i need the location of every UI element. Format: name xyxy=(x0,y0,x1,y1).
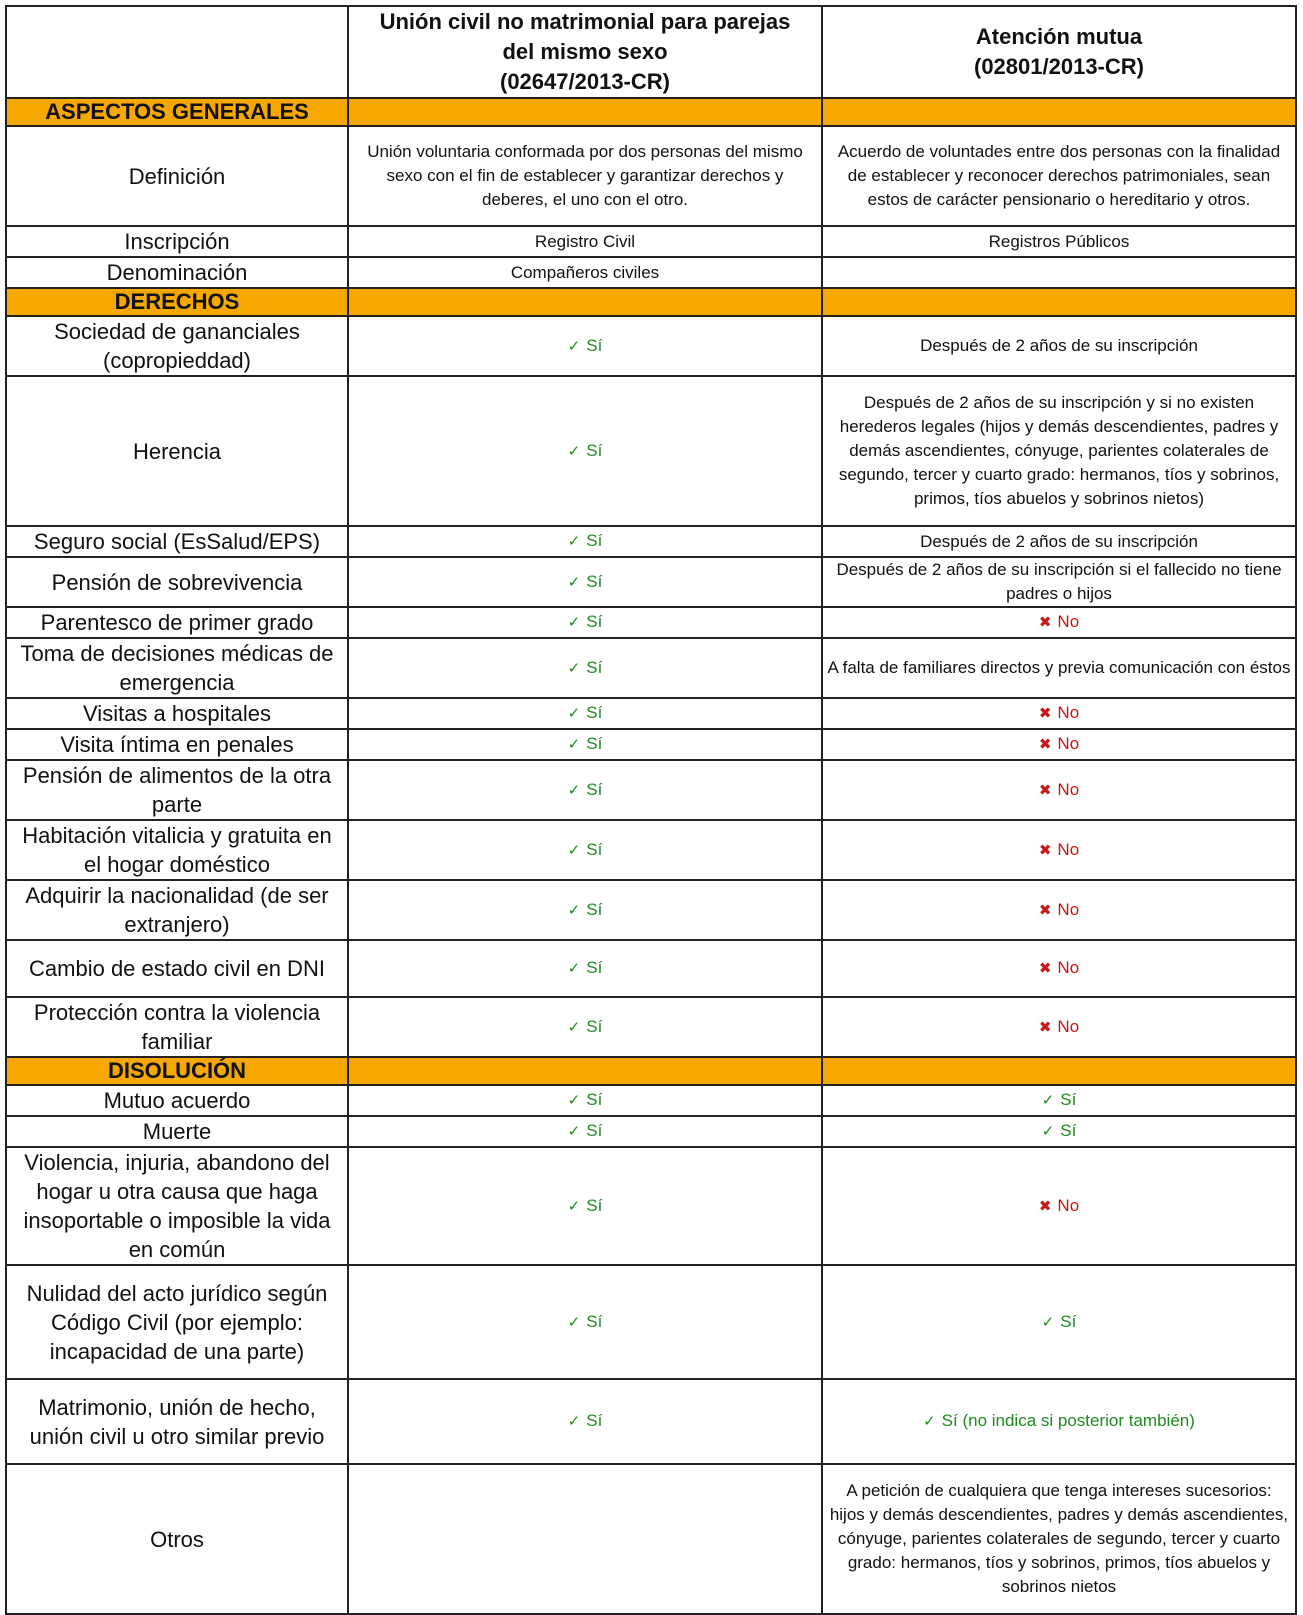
union-civil-cell xyxy=(348,820,822,880)
atencion-mutua-cell xyxy=(822,1085,1296,1116)
yes-value: Sí xyxy=(586,703,603,722)
yes-value: Sí xyxy=(586,1090,603,1109)
yes-value: Sí xyxy=(586,335,603,355)
union-civil-cell xyxy=(348,1464,822,1614)
atencion-mutua-cell xyxy=(822,1464,1296,1614)
check-icon: ✓ xyxy=(567,1313,581,1331)
yes-value: Sí xyxy=(1060,1311,1077,1331)
row-label: Seguro social (EsSalud/EPS) xyxy=(6,526,348,557)
atencion-mutua-cell xyxy=(822,1379,1296,1464)
union-civil-cell xyxy=(348,760,822,820)
atencion-mutua-cell xyxy=(822,607,1296,638)
atencion-mutua-cell xyxy=(822,729,1296,760)
check-icon: ✓ xyxy=(567,781,581,799)
atencion-mutua-cell xyxy=(822,940,1296,997)
union-civil-cell xyxy=(348,1379,822,1464)
union-civil-cell xyxy=(348,729,822,760)
union-civil-cell xyxy=(348,880,822,940)
section-fill-cell xyxy=(822,288,1296,316)
no-value: No xyxy=(1057,703,1080,722)
row-label: Adquirir la nacionalidad (de ser extranjero) xyxy=(6,880,348,940)
check-icon: ✓ xyxy=(567,705,581,722)
check-icon: ✓ xyxy=(1041,1092,1055,1109)
cross-icon: ✖ xyxy=(1038,1018,1052,1036)
cell-text: A petición de cualquiera que tenga intereses sucesorios: hijos y demás descendientes, padres y demás ascendientes, cónyuge, parientes colaterales de segundo, tercer y cuarto grado: hermanos, tíos y sobrinos, primos, tíos abuelos y sobrinos nietos xyxy=(829,1481,1289,1596)
cross-icon: ✖ xyxy=(1038,781,1052,799)
cross-icon: ✖ xyxy=(1038,901,1052,919)
section-fill-cell xyxy=(348,1057,822,1085)
yes-value: Sí xyxy=(1060,1090,1077,1109)
union-civil-cell xyxy=(348,638,822,698)
yes-value: Sí xyxy=(586,531,603,550)
row-label: Denominación xyxy=(6,257,348,288)
check-icon: ✓ xyxy=(567,1018,581,1036)
union-civil-cell xyxy=(348,940,822,997)
table-row xyxy=(6,1464,1296,1614)
table-row xyxy=(6,638,1296,698)
row-label: Cambio de estado civil en DNI xyxy=(6,940,348,997)
yes-value: Sí xyxy=(586,734,603,753)
row-label: Violencia, injuria, abandono del hogar u otra causa que haga insoportable o imposible la vida en común xyxy=(6,1147,348,1265)
union-civil-cell xyxy=(348,1147,822,1265)
table-row xyxy=(6,557,1296,607)
cross-icon: ✖ xyxy=(1038,614,1052,631)
row-label: Matrimonio, unión de hecho, unión civil u otro similar previo xyxy=(6,1379,348,1464)
check-icon: ✓ xyxy=(567,573,581,591)
table-row xyxy=(6,760,1296,820)
cell-text: Después de 2 años de su inscripción xyxy=(920,531,1198,551)
table-row xyxy=(6,376,1296,526)
table-row xyxy=(6,607,1296,638)
section-fill-cell xyxy=(348,98,822,126)
row-label: Pensión de alimentos de la otra parte xyxy=(6,760,348,820)
union-civil-cell xyxy=(348,698,822,729)
no-value: No xyxy=(1057,958,1080,977)
yes-value: Sí xyxy=(586,958,603,977)
row-label: Visitas a hospitales xyxy=(6,698,348,729)
yes-value: Sí xyxy=(586,1121,603,1140)
row-label: Herencia xyxy=(6,376,348,526)
table-row xyxy=(6,126,1296,226)
union-civil-cell xyxy=(348,376,822,526)
atencion-mutua-cell xyxy=(822,698,1296,729)
atencion-mutua-cell xyxy=(822,257,1296,288)
table-row xyxy=(6,1379,1296,1464)
section-title: ASPECTOS GENERALES xyxy=(6,98,348,126)
table-row xyxy=(6,316,1296,376)
table-row xyxy=(6,880,1296,940)
cross-icon: ✖ xyxy=(1038,960,1052,977)
section-fill-cell xyxy=(822,98,1296,126)
table-row xyxy=(6,820,1296,880)
no-value: No xyxy=(1057,899,1080,919)
section-row xyxy=(6,1057,1296,1085)
atencion-mutua-cell xyxy=(822,997,1296,1057)
table-row xyxy=(6,997,1296,1057)
table-row xyxy=(6,1265,1296,1379)
header-union-civil-line2: del mismo sexo xyxy=(502,39,668,64)
cell-text: Registro Civil xyxy=(534,231,636,251)
header-atencion-mutua-line1: Atención mutua xyxy=(975,24,1143,49)
atencion-mutua-cell xyxy=(822,1265,1296,1379)
cross-icon: ✖ xyxy=(1038,841,1052,859)
table-row xyxy=(6,1085,1296,1116)
yes-value: Sí xyxy=(586,899,603,919)
row-label: Sociedad de gananciales (copropieddad) xyxy=(6,316,348,376)
union-civil-cell xyxy=(348,1265,822,1379)
check-icon: ✓ xyxy=(567,659,581,677)
no-value: No xyxy=(1057,612,1080,631)
table-row xyxy=(6,940,1296,997)
section-title: DISOLUCIÓN xyxy=(6,1057,348,1085)
check-icon: ✓ xyxy=(1041,1123,1055,1140)
no-value: No xyxy=(1057,734,1080,753)
no-value: No xyxy=(1057,1016,1080,1036)
cell-text: Acuerdo de voluntades entre dos personas con la finalidad de establecer y reconocer derechos patrimoniales, sean estos de carácter pensionario o hereditario y otros. xyxy=(837,142,1281,209)
yes-value: Sí xyxy=(586,612,603,631)
no-value: No xyxy=(1057,839,1080,859)
cell-text: Registros Públicos xyxy=(988,231,1130,251)
section-fill-cell xyxy=(822,1057,1296,1085)
header-atencion-mutua xyxy=(822,6,1296,98)
union-civil-cell xyxy=(348,607,822,638)
row-label: Parentesco de primer grado xyxy=(6,607,348,638)
atencion-mutua-cell xyxy=(822,226,1296,257)
yes-value: Sí (no indica si posterior también) xyxy=(941,1411,1195,1430)
yes-value: Sí xyxy=(1060,1121,1077,1140)
cross-icon: ✖ xyxy=(1038,1197,1052,1215)
union-civil-cell xyxy=(348,126,822,226)
row-label: Visita íntima en penales xyxy=(6,729,348,760)
table-row xyxy=(6,226,1296,257)
row-label: Toma de decisiones médicas de emergencia xyxy=(6,638,348,698)
yes-value: Sí xyxy=(586,1311,603,1331)
yes-value: Sí xyxy=(586,1195,603,1215)
check-icon: ✓ xyxy=(567,442,581,460)
row-label: Nulidad del acto jurídico según Código Civil (por ejemplo: incapacidad de una parte) xyxy=(6,1265,348,1379)
table-row xyxy=(6,257,1296,288)
table-row xyxy=(6,1116,1296,1147)
header-empty-cell xyxy=(6,6,348,98)
comparison-table xyxy=(5,5,1297,1615)
atencion-mutua-cell xyxy=(822,316,1296,376)
union-civil-cell xyxy=(348,226,822,257)
header-row xyxy=(6,6,1296,98)
atencion-mutua-cell xyxy=(822,557,1296,607)
atencion-mutua-cell xyxy=(822,1147,1296,1265)
check-icon: ✓ xyxy=(1041,1313,1055,1331)
yes-value: Sí xyxy=(586,1016,603,1036)
row-label: Habitación vitalicia y gratuita en el hogar doméstico xyxy=(6,820,348,880)
check-icon: ✓ xyxy=(567,1413,581,1430)
atencion-mutua-cell xyxy=(822,376,1296,526)
cell-text: Después de 2 años de su inscripción xyxy=(920,336,1198,355)
atencion-mutua-cell xyxy=(822,1116,1296,1147)
union-civil-cell xyxy=(348,997,822,1057)
yes-value: Sí xyxy=(586,440,603,460)
check-icon: ✓ xyxy=(567,337,581,355)
yes-value: Sí xyxy=(586,1411,603,1430)
atencion-mutua-cell xyxy=(822,760,1296,820)
yes-value: Sí xyxy=(586,657,603,677)
atencion-mutua-cell xyxy=(822,526,1296,557)
check-icon: ✓ xyxy=(567,1123,581,1140)
yes-value: Sí xyxy=(586,779,603,799)
row-label: Protección contra la violencia familiar xyxy=(6,997,348,1057)
atencion-mutua-cell xyxy=(822,880,1296,940)
atencion-mutua-cell xyxy=(822,820,1296,880)
header-union-civil-line3: (02647/2013-CR) xyxy=(500,69,670,94)
union-civil-cell xyxy=(348,1085,822,1116)
cell-text: Unión voluntaria conformada por dos personas del mismo sexo con el fin de establecer y garantizar derechos y deberes, el uno con el otro. xyxy=(367,142,803,209)
union-civil-cell xyxy=(348,316,822,376)
section-title: DERECHOS xyxy=(6,288,348,316)
check-icon: ✓ xyxy=(567,533,581,550)
check-icon: ✓ xyxy=(923,1413,936,1430)
cell-text: Después de 2 años de su inscripción y si no existen herederos legales (hijos y demás descendientes, padres y demás ascendientes, cónyuge, parientes colaterales de segundo, tercer y cuarto grado: hermanos, tíos y sobrinos, primos, tíos abuelos y sobrinos nietos) xyxy=(838,393,1280,508)
check-icon: ✓ xyxy=(567,614,581,631)
cell-text: Después de 2 años de su inscripción si el fallecido no tiene padres o hijos xyxy=(836,560,1282,603)
row-label: Pensión de sobrevivencia xyxy=(6,557,348,607)
row-label: Otros xyxy=(6,1464,348,1614)
row-label: Definición xyxy=(6,126,348,226)
cell-text: A falta de familiares directos y previa comunicación con éstos xyxy=(827,658,1291,677)
union-civil-cell xyxy=(348,257,822,288)
yes-value: Sí xyxy=(586,839,603,859)
check-icon: ✓ xyxy=(567,901,581,919)
header-atencion-mutua-line2: (02801/2013-CR) xyxy=(974,54,1144,79)
union-civil-cell xyxy=(348,557,822,607)
section-fill-cell xyxy=(348,288,822,316)
check-icon: ✓ xyxy=(567,841,581,859)
check-icon: ✓ xyxy=(567,960,581,977)
table-row xyxy=(6,1147,1296,1265)
no-value: No xyxy=(1057,1195,1080,1215)
cell-text: Compañeros civiles xyxy=(510,262,660,282)
row-label: Inscripción xyxy=(6,226,348,257)
union-civil-cell xyxy=(348,1116,822,1147)
atencion-mutua-cell xyxy=(822,126,1296,226)
table-body xyxy=(6,6,1296,1614)
cross-icon: ✖ xyxy=(1038,705,1052,722)
check-icon: ✓ xyxy=(567,1197,581,1215)
table-row xyxy=(6,526,1296,557)
section-row xyxy=(6,288,1296,316)
section-row xyxy=(6,98,1296,126)
table-row xyxy=(6,729,1296,760)
header-union-civil-line1: Unión civil no matrimonial para parejas xyxy=(379,9,791,34)
row-label: Muerte xyxy=(6,1116,348,1147)
yes-value: Sí xyxy=(586,571,603,591)
row-label: Mutuo acuerdo xyxy=(6,1085,348,1116)
atencion-mutua-cell xyxy=(822,638,1296,698)
check-icon: ✓ xyxy=(567,1092,581,1109)
check-icon: ✓ xyxy=(567,736,581,753)
table-row xyxy=(6,698,1296,729)
no-value: No xyxy=(1057,779,1080,799)
header-union-civil xyxy=(348,6,822,98)
union-civil-cell xyxy=(348,526,822,557)
cross-icon: ✖ xyxy=(1038,736,1052,753)
